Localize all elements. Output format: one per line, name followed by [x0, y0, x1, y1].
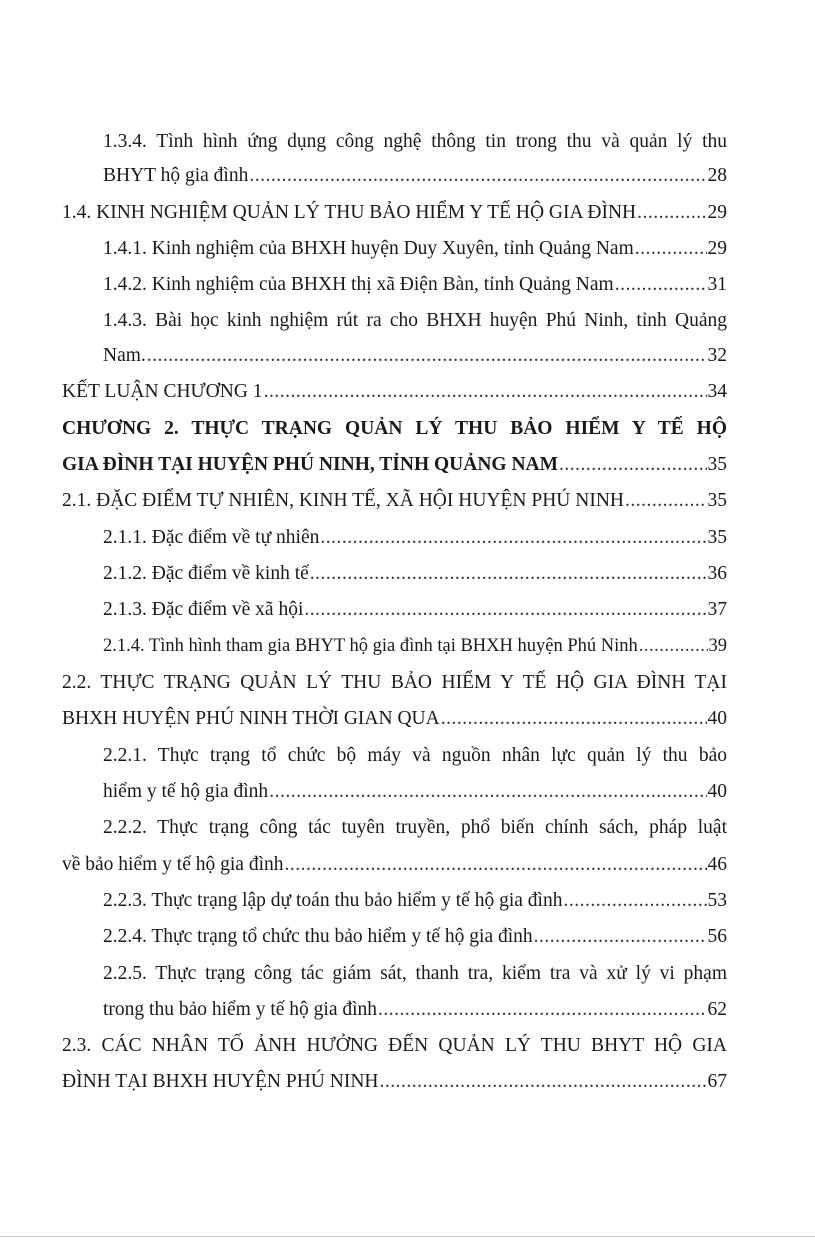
toc-page-number: 46 — [707, 854, 727, 875]
toc-entry-text: 1.4.3. Bài học kinh nghiệm rút ra cho BHXH huyện Phú Ninh, tỉnh Quảng — [103, 310, 727, 331]
toc-entry-2-2-5-line2[interactable] — [103, 1000, 727, 1020]
toc-entry-text: 2.2.5. Thực trạng công tác giám sát, thanh tra, kiểm tra và xử lý vi phạm — [103, 963, 727, 984]
toc-entry-2-2-line2[interactable] — [62, 709, 727, 729]
toc-entry-text: CHƯƠNG 2. THỰC TRẠNG QUẢN LÝ THU BẢO HIỂM Y TẾ HỘ — [62, 418, 727, 439]
toc-entry-text: 2.2.4. Thực trạng tổ chức thu bảo hiểm y tế hộ gia đình — [103, 926, 533, 947]
dot-leader — [304, 600, 706, 620]
toc-page-number: 40 — [707, 781, 727, 802]
toc-chapter-2-line1 — [62, 419, 727, 439]
toc-page-number: 31 — [707, 274, 727, 295]
toc-entry-1-4-3-line2[interactable] — [103, 346, 727, 366]
toc-page-number: 35 — [707, 490, 727, 511]
dot-leader — [269, 782, 706, 802]
toc-entry-ket-luan-chuong-1[interactable] — [62, 382, 727, 402]
toc-entry-2-2-1-line1 — [103, 746, 727, 766]
toc-entry-2-1-3[interactable] — [103, 600, 727, 620]
toc-chapter-2-line2[interactable] — [62, 455, 727, 475]
toc-entry-2-2-3[interactable] — [103, 891, 727, 911]
dot-leader — [615, 275, 707, 295]
toc-entry-text: 2.2.1. Thực trạng tổ chức bộ máy và nguồn nhân lực quản lý thu bảo — [103, 745, 727, 766]
toc-entry-2-3-line2[interactable] — [62, 1072, 727, 1092]
toc-entry-text: 2.1.3. Đặc điểm về xã hội — [103, 599, 304, 620]
toc-entry-text: BHYT hộ gia đình — [103, 165, 249, 186]
toc-entry-1-3-4-line2[interactable] — [103, 166, 727, 186]
toc-entry-text: KẾT LUẬN CHƯƠNG 1 — [62, 381, 263, 402]
toc-page-number: 40 — [707, 708, 727, 729]
toc-entry-2-2-1-line2[interactable] — [103, 782, 727, 802]
dot-leader — [147, 346, 707, 366]
dot-leader — [380, 1072, 707, 1092]
toc-page-number: 37 — [707, 599, 727, 620]
dot-leader — [264, 382, 707, 402]
dot-leader — [285, 855, 707, 875]
dot-leader — [639, 637, 708, 656]
toc-entry-2-1-2[interactable] — [103, 564, 727, 584]
toc-page-number: 29 — [707, 202, 727, 223]
dot-leader — [441, 709, 707, 729]
toc-entry-2-1[interactable] — [62, 491, 727, 511]
toc-entry-2-2-line1 — [62, 673, 727, 693]
toc-entry-2-3-line1 — [62, 1036, 727, 1056]
toc-entry-text: ĐÌNH TẠI BHXH HUYỆN PHÚ NINH — [62, 1071, 379, 1092]
dot-leader — [249, 166, 706, 186]
toc-page-number: 35 — [707, 454, 727, 475]
toc-entry-2-1-4[interactable] — [103, 637, 727, 656]
toc-entry-2-1-1[interactable] — [103, 528, 727, 548]
toc-page-number: 39 — [708, 636, 727, 656]
toc-entry-text: 2.1.4. Tình hình tham gia BHYT hộ gia đình tại BHXH huyện Phú Ninh — [103, 636, 638, 656]
toc-page-number: 35 — [707, 527, 727, 548]
toc-entry-1-4-2[interactable] — [103, 275, 727, 295]
toc-entry-text: GIA ĐÌNH TẠI HUYỆN PHÚ NINH, TỈNH QUẢNG NAM — [62, 454, 559, 475]
toc-entry-2-2-5-line1 — [103, 964, 727, 984]
dot-leader — [378, 1000, 706, 1020]
toc-entry-2-2-2-line1 — [103, 818, 727, 838]
toc-entry-text: 1.4.1. Kinh nghiệm của BHXH huyện Duy Xuyên, tỉnh Quảng Nam — [103, 238, 634, 259]
toc-entry-2-2-2-line2[interactable] — [62, 855, 727, 875]
toc-entry-2-2-4[interactable] — [103, 927, 727, 947]
toc-entry-1-4-1[interactable] — [103, 239, 727, 259]
dot-leader — [534, 927, 707, 947]
toc-entry-text: Nam. — [103, 345, 146, 366]
toc-entry-1-4-3-line1 — [103, 311, 727, 331]
toc-entry-text: 2.2. THỰC TRẠNG QUẢN LÝ THU BẢO HIỂM Y TẾ HỘ GIA ĐÌNH TẠI — [62, 672, 727, 693]
dot-leader — [320, 528, 706, 548]
toc-page-number: 53 — [707, 890, 727, 911]
toc-entry-1-4[interactable] — [62, 203, 727, 223]
toc-page-number: 28 — [707, 165, 727, 186]
dot-leader — [310, 564, 707, 584]
dot-leader — [625, 491, 707, 511]
toc-page-number: 32 — [707, 345, 727, 366]
toc-entry-text: 2.2.2. Thực trạng công tác tuyên truyền, phổ biến chính sách, pháp luật — [103, 817, 727, 838]
toc-entry-text: 2.1.1. Đặc điểm về tự nhiên — [103, 527, 320, 548]
toc-entry-text: 2.2.3. Thực trạng lập dự toán thu bảo hiểm y tế hộ gia đình — [103, 890, 563, 911]
dot-leader — [563, 891, 706, 911]
toc-entry-text: BHXH HUYỆN PHÚ NINH THỜI GIAN QUA — [62, 708, 440, 729]
toc-page-number: 36 — [707, 563, 727, 584]
toc-entry-text: 2.3. CÁC NHÂN TỐ ẢNH HƯỞNG ĐẾN QUẢN LÝ THU BHYT HỘ GIA — [62, 1035, 727, 1056]
dot-leader — [559, 455, 706, 475]
toc-entry-text: 1.4. KINH NGHIỆM QUẢN LÝ THU BẢO HIỂM Y TẾ HỘ GIA ĐÌNH — [62, 202, 637, 223]
toc-page-number: 62 — [707, 999, 727, 1020]
toc-entry-text: trong thu bảo hiểm y tế hộ gia đình — [103, 999, 378, 1020]
toc-page-number: 34 — [707, 381, 727, 402]
toc-entry-text: hiểm y tế hộ gia đình — [103, 781, 269, 802]
toc-page-number: 56 — [707, 926, 727, 947]
toc-entry-text: 1.3.4. Tình hình ứng dụng công nghệ thông tin trong thu và quản lý thu — [103, 131, 727, 152]
dot-leader — [635, 239, 707, 259]
toc-entry-text: 2.1.2. Đặc điểm về kinh tế — [103, 563, 309, 584]
toc-entry-text: 2.1. ĐẶC ĐIỂM TỰ NHIÊN, KINH TẾ, XÃ HỘI HUYỆN PHÚ NINH — [62, 490, 624, 511]
toc-entry-text: 1.4.2. Kinh nghiệm của BHXH thị xã Điện Bàn, tỉnh Quảng Nam — [103, 274, 614, 295]
page-bottom-edge — [0, 1236, 815, 1237]
dot-leader — [637, 203, 706, 223]
toc-entry-1-3-4-line1 — [103, 132, 727, 152]
toc-page-number: 29 — [707, 238, 727, 259]
toc-page-number: 67 — [707, 1071, 727, 1092]
toc-entry-text: về bảo hiểm y tế hộ gia đình — [62, 854, 284, 875]
